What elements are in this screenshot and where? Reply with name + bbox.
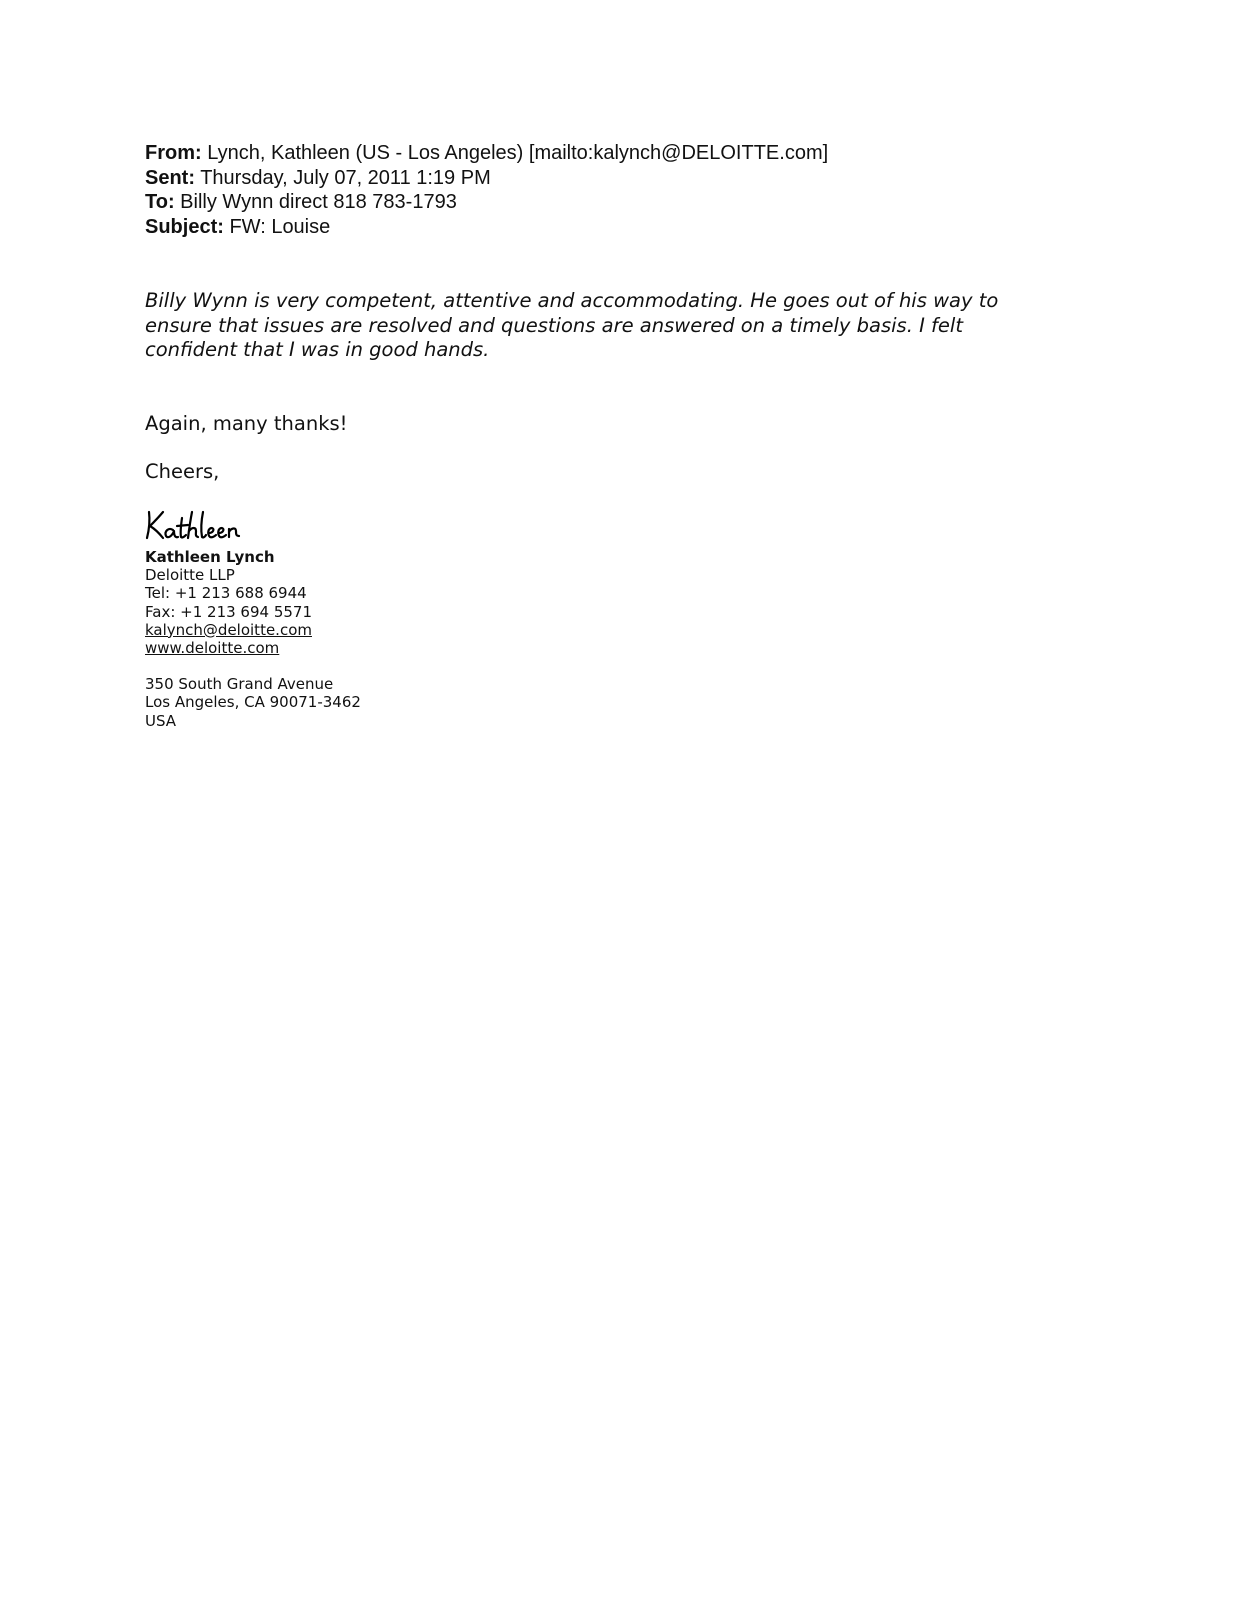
to-row <box>145 190 828 215</box>
fax: Fax: +1 213 694 5571 <box>145 602 312 621</box>
sent-row <box>145 166 828 191</box>
to-value: Billy Wynn direct 818 783-1793 <box>180 191 457 213</box>
email-header <box>145 141 828 239</box>
from-value: Lynch, Kathleen (US - Los Angeles) [mailto:kalynch@DELOITTE.com] <box>207 142 829 164</box>
website-link[interactable]: www.deloitte.com <box>145 639 280 658</box>
subject-row <box>145 215 828 240</box>
signer-name: Kathleen Lynch <box>145 548 275 566</box>
from-label: From: <box>145 142 202 164</box>
address-country: USA <box>145 711 177 730</box>
sent-label: Sent: <box>145 166 195 189</box>
closing-line: Cheers, <box>145 460 220 483</box>
testimonial-line: ensure that issues are resolved and questions are answered on a timely basis. I felt <box>145 313 963 337</box>
telephone: Tel: +1 213 688 6944 <box>145 584 307 603</box>
address-line-1: 350 South Grand Avenue <box>145 675 334 694</box>
handwritten-signature <box>143 500 263 550</box>
testimonial-line: confident that I was in good hands. <box>145 338 490 361</box>
spacer <box>145 657 361 675</box>
sent-value: Thursday, July 07, 2011 1:19 PM <box>200 166 491 189</box>
subject-label: Subject: <box>145 215 224 238</box>
company-name: Deloitte LLP <box>145 566 235 585</box>
subject-value: FW: Louise <box>229 215 331 238</box>
testimonial-paragraph <box>145 289 1045 363</box>
signature-block <box>145 548 361 730</box>
to-label: To: <box>145 191 175 213</box>
address-line-2: Los Angeles, CA 90071-3462 <box>145 693 361 712</box>
email-link[interactable]: kalynch@deloitte.com <box>145 620 312 639</box>
from-row <box>145 141 828 166</box>
thanks-line: Again, many thanks! <box>145 412 348 435</box>
testimonial-line: Billy Wynn is very competent, attentive and accommodating. He goes out of his way to <box>145 289 999 312</box>
